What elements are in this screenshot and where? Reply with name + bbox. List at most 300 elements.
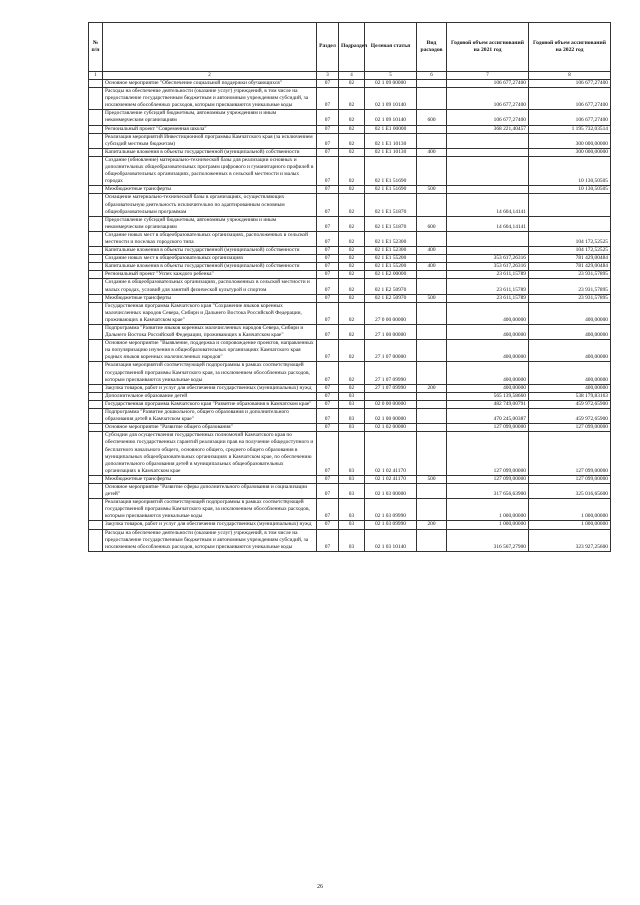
row-name-cell: Закупка товаров, работ и услуг для обеспечения государственных (муниципальных) нужд bbox=[103, 521, 317, 529]
target-article-cell: 02 1 E1 10130 bbox=[365, 133, 417, 148]
amount-2022-cell: 104 172,52525 bbox=[529, 231, 611, 246]
table-row bbox=[89, 409, 611, 424]
table-row bbox=[89, 432, 611, 476]
section-cell: 07 bbox=[317, 400, 339, 408]
table-row bbox=[89, 186, 611, 194]
amount-2022-cell: 23 931,57895 bbox=[529, 271, 611, 279]
expense-type-cell bbox=[417, 279, 447, 294]
target-article-cell: 02 1 03 09990 bbox=[365, 521, 417, 529]
subsection-cell: 02 bbox=[339, 384, 365, 392]
row-name-cell: Основное мероприятие "Обеспечение социальной поддержки обучающихся" bbox=[103, 80, 317, 88]
header-subsection: Подраздел bbox=[339, 23, 365, 72]
subsection-cell: 03 bbox=[339, 475, 365, 483]
row-name-cell: Основное мероприятие "Выявление, поддержка и сопровождение проектов, направленных на популяризацию изучения в общеобразовательных организациях Камчатского края родных языков коренных малочисленных народов" bbox=[103, 340, 317, 362]
column-number: 7 bbox=[447, 72, 529, 80]
amount-2022-cell bbox=[529, 216, 611, 231]
amount-2021-cell: 353 617,26316 bbox=[447, 263, 529, 271]
amount-2021-cell: 1 000,00000 bbox=[447, 521, 529, 529]
table-row bbox=[89, 325, 611, 340]
table-row bbox=[89, 133, 611, 148]
amount-2022-cell: 1 000,00000 bbox=[529, 499, 611, 521]
target-article-cell: 02 1 03 00000 bbox=[365, 483, 417, 498]
target-article-cell: 02 1 E1 51870 bbox=[365, 216, 417, 231]
section-cell: 07 bbox=[317, 263, 339, 271]
section-cell: 07 bbox=[317, 247, 339, 255]
target-article-cell: 02 1 E1 55200 bbox=[365, 255, 417, 263]
amount-2022-cell: 400,00000 bbox=[529, 340, 611, 362]
row-number-cell bbox=[89, 340, 103, 362]
section-cell: 07 bbox=[317, 148, 339, 156]
row-number-cell bbox=[89, 231, 103, 246]
row-number-cell bbox=[89, 216, 103, 231]
column-number: 3 bbox=[317, 72, 339, 80]
row-number-cell bbox=[89, 148, 103, 156]
amount-2022-cell: 459 972,65900 bbox=[529, 400, 611, 408]
table-row bbox=[89, 110, 611, 125]
row-name-cell: Субсидии для осуществления государственных полномочий Камчатского края по обеспечению государственных гарантий реализации прав на получение общедоступного и бесплатного начального общего, основного общего, среднего общего образования в муниципальных общеобразовательных организациях в Камчатском крае, по обеспечению дополнительного образования детей в муниципальных общеобразовательных организациях в Камчатском крае bbox=[103, 432, 317, 476]
row-name-cell: Государственная программа Камчатского края "Развитие образования в Камчатском крае" bbox=[103, 400, 317, 408]
amount-2022-cell: 10 130,50505 bbox=[529, 186, 611, 194]
target-article-cell: 27 1 07 09990 bbox=[365, 384, 417, 392]
expense-type-cell bbox=[417, 271, 447, 279]
row-name-cell: Капитальные вложения в объекты государственной (муниципальной) собственности bbox=[103, 263, 317, 271]
target-article-cell: 02 1 E1 51870 bbox=[365, 194, 417, 216]
row-name-cell: Региональный проект "Современная школа" bbox=[103, 125, 317, 133]
amount-2022-cell: 325 016,65600 bbox=[529, 483, 611, 498]
row-number-cell bbox=[89, 409, 103, 424]
subsection-cell: 02 bbox=[339, 263, 365, 271]
expense-type-cell bbox=[417, 133, 447, 148]
section-cell: 07 bbox=[317, 499, 339, 521]
subsection-cell: 02 bbox=[339, 231, 365, 246]
row-number-cell bbox=[89, 362, 103, 384]
row-number-cell bbox=[89, 483, 103, 498]
target-article-cell: 02 1 00 00000 bbox=[365, 409, 417, 424]
amount-2022-cell: 1 195 732,03514 bbox=[529, 125, 611, 133]
row-number-cell bbox=[89, 521, 103, 529]
amount-2021-cell bbox=[447, 156, 529, 185]
amount-2021-cell: 368 221,40457 bbox=[447, 125, 529, 133]
table-row bbox=[89, 263, 611, 271]
section-cell: 07 bbox=[317, 340, 339, 362]
expense-type-cell bbox=[417, 88, 447, 110]
row-number-cell bbox=[89, 186, 103, 194]
row-number-cell bbox=[89, 432, 103, 476]
amount-2022-cell bbox=[529, 194, 611, 216]
header-amount-2021: Годовой объем ассигнований на 2021 год bbox=[447, 23, 529, 72]
row-name-cell: Закупка товаров, работ и услуг для обеспечения государственных (муниципальных) нужд bbox=[103, 384, 317, 392]
target-article-cell bbox=[365, 392, 417, 400]
table-row bbox=[89, 362, 611, 384]
table-row bbox=[89, 483, 611, 498]
row-number-cell bbox=[89, 475, 103, 483]
column-number: 4 bbox=[339, 72, 365, 80]
target-article-cell: 02 1 09 00000 bbox=[365, 80, 417, 88]
table-row bbox=[89, 247, 611, 255]
expense-type-cell: 500 bbox=[417, 294, 447, 302]
header-section: Раздел bbox=[317, 23, 339, 72]
section-cell: 07 bbox=[317, 294, 339, 302]
amount-2021-cell: 470 245,00387 bbox=[447, 409, 529, 424]
section-cell: 07 bbox=[317, 432, 339, 476]
expense-type-cell bbox=[417, 194, 447, 216]
amount-2022-cell: 23 931,57895 bbox=[529, 279, 611, 294]
subsection-cell: 02 bbox=[339, 279, 365, 294]
target-article-cell: 02 1 E1 52300 bbox=[365, 247, 417, 255]
section-cell: 07 bbox=[317, 521, 339, 529]
section-cell: 07 bbox=[317, 279, 339, 294]
amount-2022-cell: 781 429,00484 bbox=[529, 263, 611, 271]
target-article-cell: 02 1 02 41170 bbox=[365, 432, 417, 476]
subsection-cell: 02 bbox=[339, 186, 365, 194]
amount-2022-cell: 781 429,00484 bbox=[529, 255, 611, 263]
table-row bbox=[89, 216, 611, 231]
amount-2021-cell: 23 611,15789 bbox=[447, 271, 529, 279]
row-name-cell: Основное мероприятие "Развитие общего образования" bbox=[103, 424, 317, 432]
row-number-cell bbox=[89, 424, 103, 432]
target-article-cell: 02 1 03 09990 bbox=[365, 499, 417, 521]
expense-type-cell: 200 bbox=[417, 521, 447, 529]
amount-2022-cell: 300 000,00000 bbox=[529, 148, 611, 156]
section-cell: 07 bbox=[317, 392, 339, 400]
page-number: 26 bbox=[317, 884, 323, 890]
section-cell: 07 bbox=[317, 156, 339, 185]
section-cell: 07 bbox=[317, 231, 339, 246]
table-row bbox=[89, 340, 611, 362]
table-row bbox=[89, 80, 611, 88]
amount-2021-cell: 106 677,27400 bbox=[447, 80, 529, 88]
target-article-cell: 27 1 07 09990 bbox=[365, 362, 417, 384]
row-name-cell: Расходы на обеспечение деятельности (оказание услуг) учреждений, в том числе на предоставление государственным бюджетным и автономным учреждениям субсидий, за исключением обособленных расходов, которым присваиваются уникальные коды bbox=[103, 88, 317, 110]
expense-type-cell bbox=[417, 302, 447, 324]
column-number: 5 bbox=[365, 72, 417, 80]
section-cell: 07 bbox=[317, 88, 339, 110]
expense-type-cell bbox=[417, 231, 447, 246]
amount-2021-cell: 14 604,14141 bbox=[447, 216, 529, 231]
subsection-cell: 03 bbox=[339, 409, 365, 424]
amount-2021-cell: 106 677,27400 bbox=[447, 88, 529, 110]
subsection-cell: 03 bbox=[339, 529, 365, 551]
row-number-cell bbox=[89, 271, 103, 279]
row-name-cell: Реализация мероприятий соответствующей подпрограммы в рамках соответствующей государственной программы Камчатского края, за исключением обособленных расходов, которым присваиваются уникальные коды bbox=[103, 499, 317, 521]
header-target-article: Целевая статья bbox=[365, 23, 417, 72]
table-row bbox=[89, 424, 611, 432]
section-cell: 07 bbox=[317, 302, 339, 324]
expense-type-cell bbox=[417, 499, 447, 521]
table-row bbox=[89, 88, 611, 110]
row-name-cell: Предоставление субсидий бюджетным, автономным учреждениям и иным некоммерческим организациям bbox=[103, 216, 317, 231]
expense-type-cell bbox=[417, 432, 447, 476]
row-name-cell: Предоставление субсидий бюджетным, автономным учреждениям и иным некоммерческим организациям bbox=[103, 110, 317, 125]
table-row bbox=[89, 156, 611, 185]
expense-type-cell: 400 bbox=[417, 148, 447, 156]
amount-2022-cell: 127 099,00000 bbox=[529, 432, 611, 476]
amount-2021-cell: 316 567,27900 bbox=[447, 529, 529, 551]
amount-2021-cell: 400,00000 bbox=[447, 302, 529, 324]
target-article-cell: 02 1 09 10140 bbox=[365, 88, 417, 110]
row-number-cell bbox=[89, 325, 103, 340]
row-number-cell bbox=[89, 110, 103, 125]
amount-2021-cell bbox=[447, 148, 529, 156]
subsection-cell: 02 bbox=[339, 271, 365, 279]
table-row bbox=[89, 231, 611, 246]
amount-2022-cell: 127 099,00000 bbox=[529, 475, 611, 483]
expense-type-cell: 400 bbox=[417, 263, 447, 271]
target-article-cell: 27 1 00 00000 bbox=[365, 325, 417, 340]
amount-2022-cell: 104 172,52525 bbox=[529, 247, 611, 255]
target-article-cell: 02 1 02 00000 bbox=[365, 424, 417, 432]
amount-2022-cell: 538 179,83163 bbox=[529, 392, 611, 400]
row-name-cell: Межбюджетные трансферты bbox=[103, 294, 317, 302]
amount-2021-cell: 400,00000 bbox=[447, 362, 529, 384]
subsection-cell: 02 bbox=[339, 133, 365, 148]
subsection-cell: 02 bbox=[339, 88, 365, 110]
row-number-cell bbox=[89, 294, 103, 302]
row-name-cell: Подпрограмма "Развитие языков коренных малочисленных народов Севера, Сибири и Дальнего Востока Российской Федерации, проживающих в Камчатском крае" bbox=[103, 325, 317, 340]
table-row bbox=[89, 125, 611, 133]
row-name-cell: Основное мероприятие "Развитие сферы дополнительного образования и социализации детей" bbox=[103, 483, 317, 498]
section-cell: 07 bbox=[317, 255, 339, 263]
table-row bbox=[89, 271, 611, 279]
row-name-cell: Создание новых мест в общеобразовательных организациях bbox=[103, 255, 317, 263]
row-number-cell bbox=[89, 125, 103, 133]
header-name bbox=[103, 23, 317, 72]
amount-2021-cell bbox=[447, 133, 529, 148]
row-number-cell bbox=[89, 529, 103, 551]
amount-2022-cell: 459 972,65900 bbox=[529, 409, 611, 424]
section-cell: 07 bbox=[317, 216, 339, 231]
expense-type-cell bbox=[417, 125, 447, 133]
section-cell: 07 bbox=[317, 475, 339, 483]
section-cell: 07 bbox=[317, 125, 339, 133]
amount-2021-cell: 23 611,15789 bbox=[447, 294, 529, 302]
target-article-cell: 02 1 E1 00000 bbox=[365, 125, 417, 133]
table-row bbox=[89, 384, 611, 392]
subsection-cell: 02 bbox=[339, 110, 365, 125]
amount-2021-cell bbox=[447, 186, 529, 194]
section-cell: 07 bbox=[317, 186, 339, 194]
row-name-cell: Создание в общеобразовательных организациях, расположенных в сельской местности и малых городах, условий для занятий физической культурой и спортом bbox=[103, 279, 317, 294]
row-number-cell bbox=[89, 392, 103, 400]
expense-type-cell bbox=[417, 424, 447, 432]
expense-type-cell bbox=[417, 255, 447, 263]
amount-2021-cell: 400,00000 bbox=[447, 325, 529, 340]
subsection-cell: 02 bbox=[339, 216, 365, 231]
row-name-cell: Капитальные вложения в объекты государственной (муниципальной) собственности bbox=[103, 148, 317, 156]
row-name-cell: Реализация мероприятий Инвестиционной программы Камчатского края (за исключением субсидий местным бюджетам) bbox=[103, 133, 317, 148]
amount-2022-cell: 400,00000 bbox=[529, 384, 611, 392]
row-name-cell: Государственная программа Камчатского края "Сохранение языков коренных малочисленных народов Севера, Сибири и Дальнего Востока Российской Федерации, проживающих в Камчатском крае" bbox=[103, 302, 317, 324]
column-number: 8 bbox=[529, 72, 611, 80]
target-article-cell: 02 1 E1 10130 bbox=[365, 148, 417, 156]
target-article-cell: 02 1 E1 55200 bbox=[365, 263, 417, 271]
row-name-cell: Создание (обновление) материально-технической базы для реализации основных и дополнительных общеобразовательных программ цифрового и гуманитарного профилей в общеобразовательных организациях, расположенных в сельской местности и малых городах bbox=[103, 156, 317, 185]
section-cell: 07 bbox=[317, 424, 339, 432]
table-row bbox=[89, 302, 611, 324]
amount-2022-cell: 300 000,00000 bbox=[529, 133, 611, 148]
subsection-cell: 03 bbox=[339, 521, 365, 529]
expense-type-cell bbox=[417, 483, 447, 498]
table-row bbox=[89, 475, 611, 483]
subsection-cell: 02 bbox=[339, 148, 365, 156]
target-article-cell: 02 1 09 10140 bbox=[365, 110, 417, 125]
expense-type-cell bbox=[417, 156, 447, 185]
expense-type-cell: 400 bbox=[417, 247, 447, 255]
table-row bbox=[89, 392, 611, 400]
amount-2021-cell: 14 604,14141 bbox=[447, 194, 529, 216]
subsection-cell: 02 bbox=[339, 194, 365, 216]
amount-2022-cell: 127 099,00000 bbox=[529, 424, 611, 432]
amount-2022-cell: 400,00000 bbox=[529, 302, 611, 324]
amount-2021-cell: 1 000,00000 bbox=[447, 499, 529, 521]
amount-2022-cell: 106 677,27400 bbox=[529, 80, 611, 88]
target-article-cell: 02 0 00 00000 bbox=[365, 400, 417, 408]
expense-type-cell: 600 bbox=[417, 216, 447, 231]
table-row bbox=[89, 148, 611, 156]
subsection-cell: 02 bbox=[339, 247, 365, 255]
row-number-cell bbox=[89, 302, 103, 324]
amount-2021-cell: 23 611,15789 bbox=[447, 279, 529, 294]
subsection-cell: 03 bbox=[339, 424, 365, 432]
subsection-cell: 02 bbox=[339, 362, 365, 384]
section-cell: 07 bbox=[317, 80, 339, 88]
amount-2021-cell: 127 099,00000 bbox=[447, 424, 529, 432]
column-number-row bbox=[89, 72, 611, 80]
section-cell: 07 bbox=[317, 271, 339, 279]
section-cell: 07 bbox=[317, 194, 339, 216]
amount-2022-cell: 106 677,27400 bbox=[529, 110, 611, 125]
column-number: 1 bbox=[89, 72, 103, 80]
row-number-cell bbox=[89, 499, 103, 521]
amount-2022-cell: 1 000,00000 bbox=[529, 521, 611, 529]
amount-2021-cell: 482 749,00791 bbox=[447, 400, 529, 408]
expense-type-cell bbox=[417, 80, 447, 88]
row-name-cell: Капитальные вложения в объекты государственной (муниципальной) собственности bbox=[103, 247, 317, 255]
subsection-cell: 03 bbox=[339, 432, 365, 476]
table-row bbox=[89, 255, 611, 263]
table-row bbox=[89, 499, 611, 521]
row-name-cell: Межбюджетные трансферты bbox=[103, 475, 317, 483]
table-row bbox=[89, 194, 611, 216]
expense-type-cell: 600 bbox=[417, 110, 447, 125]
row-name-cell: Дополнительное образование детей bbox=[103, 392, 317, 400]
row-name-cell: Реализация мероприятий соответствующей подпрограммы в рамках соответствующей государственной программы Камчатского края, за исключением обособленных расходов, которым присваиваются уникальные коды bbox=[103, 362, 317, 384]
row-name-cell: Межбюджетные трансферты bbox=[103, 186, 317, 194]
subsection-cell: 02 bbox=[339, 156, 365, 185]
expense-type-cell: 200 bbox=[417, 384, 447, 392]
row-number-cell bbox=[89, 247, 103, 255]
row-number-cell bbox=[89, 133, 103, 148]
section-cell: 07 bbox=[317, 362, 339, 384]
table-row bbox=[89, 400, 611, 408]
section-cell: 07 bbox=[317, 325, 339, 340]
target-article-cell: 02 1 E1 51690 bbox=[365, 186, 417, 194]
subsection-cell: 02 bbox=[339, 302, 365, 324]
target-article-cell: 02 1 E2 50970 bbox=[365, 294, 417, 302]
expense-type-cell bbox=[417, 529, 447, 551]
amount-2021-cell: 317 656,63900 bbox=[447, 483, 529, 498]
section-cell: 07 bbox=[317, 409, 339, 424]
row-number-cell bbox=[89, 255, 103, 263]
row-number-cell bbox=[89, 384, 103, 392]
amount-2021-cell bbox=[447, 231, 529, 246]
table-row bbox=[89, 279, 611, 294]
row-number-cell bbox=[89, 263, 103, 271]
target-article-cell: 02 1 E2 00000 bbox=[365, 271, 417, 279]
target-article-cell: 02 1 02 41170 bbox=[365, 475, 417, 483]
expense-type-cell bbox=[417, 392, 447, 400]
amount-2022-cell: 400,00000 bbox=[529, 362, 611, 384]
row-number-cell bbox=[89, 80, 103, 88]
subsection-cell: 02 bbox=[339, 255, 365, 263]
subsection-cell: 02 bbox=[339, 325, 365, 340]
row-number-cell bbox=[89, 88, 103, 110]
section-cell: 07 bbox=[317, 529, 339, 551]
column-number: 2 bbox=[103, 72, 317, 80]
target-article-cell: 02 1 03 10140 bbox=[365, 529, 417, 551]
row-name-cell: Подпрограмма "Развитие дошкольного, общего образования и дополнительного образования детей в Камчатском крае" bbox=[103, 409, 317, 424]
amount-2021-cell: 127 099,00000 bbox=[447, 432, 529, 476]
amount-2022-cell: 10 130,50505 bbox=[529, 156, 611, 185]
target-article-cell: 02 1 E1 52300 bbox=[365, 231, 417, 246]
section-cell: 07 bbox=[317, 384, 339, 392]
amount-2021-cell: 353 617,26316 bbox=[447, 255, 529, 263]
subsection-cell: 03 bbox=[339, 400, 365, 408]
target-article-cell: 27 1 07 00000 bbox=[365, 340, 417, 362]
row-name-cell: Оснащение материально-технической базы в организациях, осуществляющих образовательную деятельность исключительно по адаптированным основным общеобразовательным программам bbox=[103, 194, 317, 216]
subsection-cell: 02 bbox=[339, 340, 365, 362]
table-row bbox=[89, 521, 611, 529]
header-row-number: № п/п bbox=[89, 23, 103, 72]
section-cell: 07 bbox=[317, 483, 339, 498]
amount-2022-cell: 106 677,27400 bbox=[529, 88, 611, 110]
section-cell: 07 bbox=[317, 110, 339, 125]
target-article-cell: 02 1 E1 51690 bbox=[365, 156, 417, 185]
expense-type-cell bbox=[417, 409, 447, 424]
amount-2022-cell: 400,00000 bbox=[529, 325, 611, 340]
amount-2021-cell: 400,00000 bbox=[447, 340, 529, 362]
budget-table bbox=[88, 22, 611, 552]
target-article-cell: 02 1 E2 50970 bbox=[365, 279, 417, 294]
table-row bbox=[89, 529, 611, 551]
target-article-cell: 27 0 00 00000 bbox=[365, 302, 417, 324]
row-name-cell: Создание новых мест в общеобразовательных организациях, расположенных в сельской местности и поселках городского типа bbox=[103, 231, 317, 246]
amount-2021-cell: 127 099,00000 bbox=[447, 475, 529, 483]
subsection-cell: 03 bbox=[339, 499, 365, 521]
row-number-cell bbox=[89, 194, 103, 216]
expense-type-cell bbox=[417, 325, 447, 340]
amount-2021-cell: 565 139,58660 bbox=[447, 392, 529, 400]
amount-2021-cell: 106 677,27400 bbox=[447, 110, 529, 125]
table-row bbox=[89, 294, 611, 302]
row-number-cell bbox=[89, 279, 103, 294]
row-name-cell: Расходы на обеспечение деятельности (оказание услуг) учреждений, в том числе на предоставление государственным бюджетным и автономным учреждениям субсидий, за исключением обособленных расходов, которым присваиваются уникальные коды bbox=[103, 529, 317, 551]
subsection-cell: 02 bbox=[339, 80, 365, 88]
amount-2021-cell bbox=[447, 247, 529, 255]
expense-type-cell bbox=[417, 400, 447, 408]
subsection-cell: 03 bbox=[339, 392, 365, 400]
header-expense-type: Вид расходов bbox=[417, 23, 447, 72]
expense-type-cell bbox=[417, 340, 447, 362]
subsection-cell: 02 bbox=[339, 125, 365, 133]
row-number-cell bbox=[89, 156, 103, 185]
amount-2022-cell: 23 931,57895 bbox=[529, 294, 611, 302]
header-amount-2022: Годовой объем ассигнований на 2022 год bbox=[529, 23, 611, 72]
amount-2021-cell: 400,00000 bbox=[447, 384, 529, 392]
column-number: 6 bbox=[417, 72, 447, 80]
row-name-cell: Региональный проект "Успех каждого ребенка" bbox=[103, 271, 317, 279]
subsection-cell: 03 bbox=[339, 483, 365, 498]
